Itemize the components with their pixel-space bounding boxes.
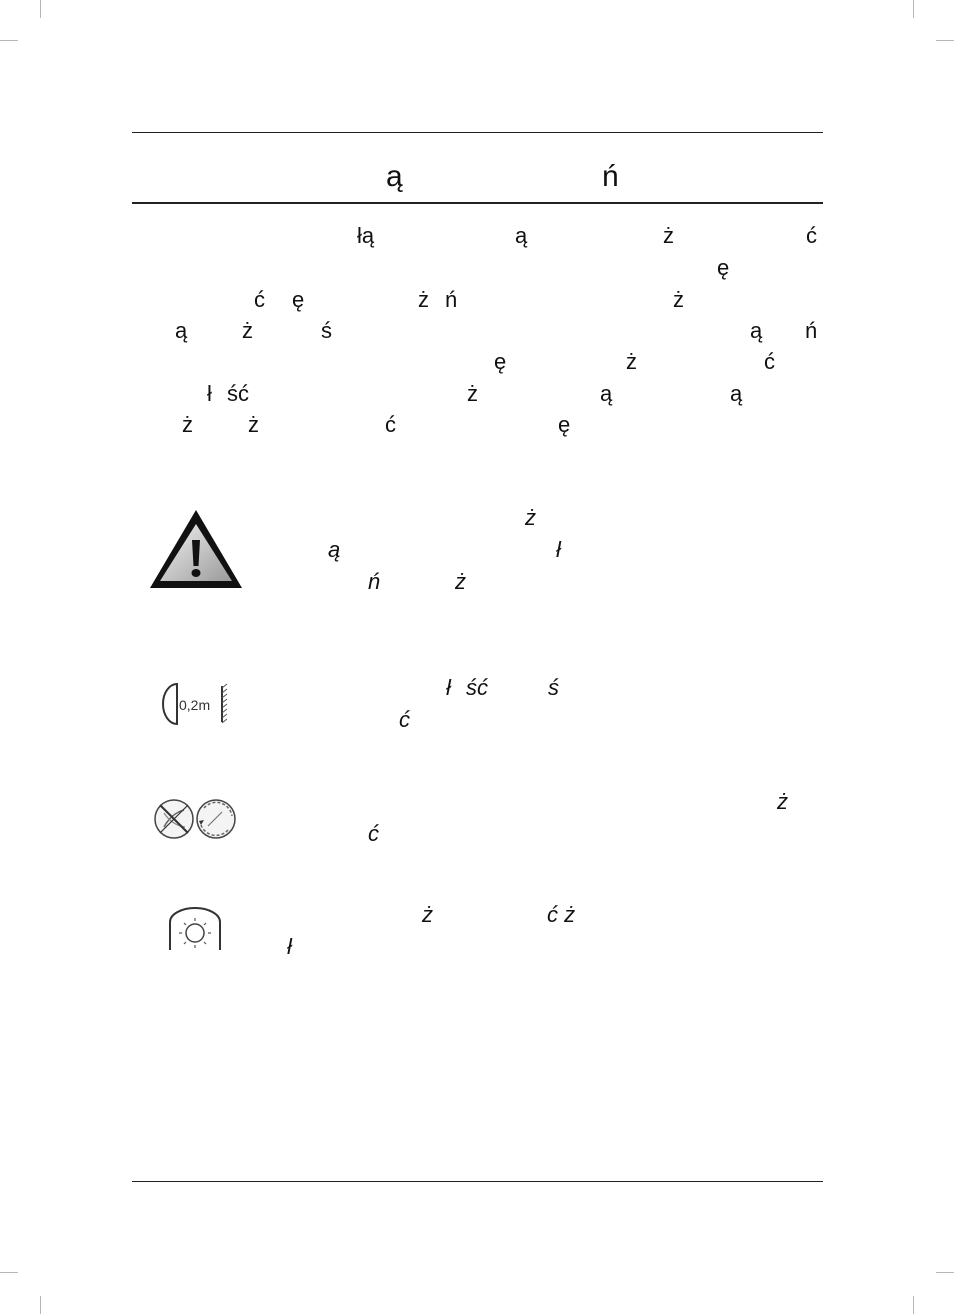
distance-label: 0,2m (179, 697, 211, 713)
text-glyph: ą (750, 318, 763, 343)
crop-mark-left-top (0, 40, 18, 41)
no-rotate-icon (152, 796, 240, 842)
text-glyph: ż (673, 287, 684, 312)
text-glyph: ń (368, 569, 381, 594)
text-glyph: ę (558, 412, 571, 437)
title-glyph: ń (602, 160, 619, 193)
min-distance-icon (158, 680, 232, 728)
text-glyph: ż (525, 505, 536, 530)
text-glyph: ż (663, 223, 674, 248)
crop-mark-right-bottom (936, 1272, 954, 1273)
text-glyph: ą (175, 318, 188, 343)
crop-mark-bottom-left (40, 1296, 41, 1314)
text-glyph: ę (494, 349, 507, 374)
text-glyph: ł (287, 934, 292, 959)
page-title (132, 160, 823, 200)
text-glyph: ą (730, 381, 743, 406)
text-glyph: ż (777, 789, 788, 814)
text-glyph: ż (455, 569, 466, 594)
text-glyph: ć (385, 412, 396, 437)
text-glyph: ą (600, 381, 613, 406)
text-glyph: ś (548, 675, 559, 700)
text-glyph: ę (292, 287, 305, 312)
crop-mark-bottom-right (913, 1296, 914, 1314)
text-glyph: ł (207, 381, 212, 406)
crop-mark-top-right (913, 0, 914, 18)
text-glyph: ć (254, 287, 265, 312)
text-glyph: ż (422, 902, 433, 927)
text-glyph: ń (805, 318, 818, 343)
text-glyph: ą (515, 223, 528, 248)
text-glyph: ę (717, 255, 730, 280)
title-glyph: ą (386, 160, 403, 193)
text-glyph: ć (806, 223, 817, 248)
text-glyph: łą (357, 223, 375, 248)
lamp-heat-icon (164, 904, 226, 954)
text-glyph: ć (399, 707, 410, 732)
warning-triangle-icon (148, 508, 244, 592)
text-glyph: ść (466, 675, 488, 700)
crop-mark-top-left (40, 0, 41, 18)
crop-mark-left-bottom (0, 1272, 18, 1273)
text-glyph: ł (556, 537, 561, 562)
text-glyph: ż (248, 412, 259, 437)
text-glyph: ł (446, 675, 451, 700)
text-glyph: ż (467, 381, 478, 406)
text-glyph: ć (764, 349, 775, 374)
text-glyph: ść (227, 381, 249, 406)
footer-rule (132, 1181, 823, 1182)
text-glyph: ż (242, 318, 253, 343)
text-glyph: ć (368, 821, 379, 846)
text-glyph: ą (328, 537, 341, 562)
text-glyph: ż (626, 349, 637, 374)
header-bottom-rule (132, 202, 823, 204)
text-glyph: ż (418, 287, 429, 312)
text-glyph: ń (445, 287, 458, 312)
text-glyph: ś (321, 318, 332, 343)
crop-mark-right-top (936, 40, 954, 41)
text-glyph: ć ż (547, 902, 576, 927)
text-glyph: ż (182, 412, 193, 437)
header-top-rule (132, 132, 823, 133)
